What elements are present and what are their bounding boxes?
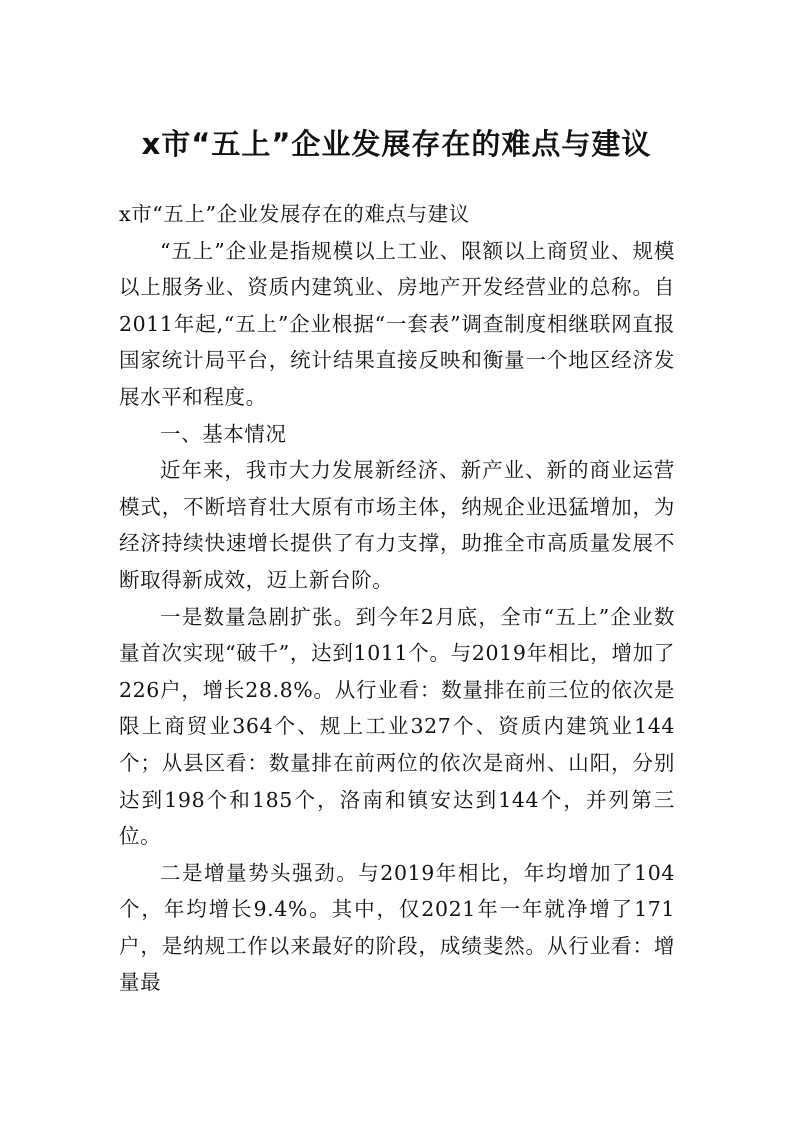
subtitle-paragraph: x市“五上”企业发展存在的难点与建议 xyxy=(119,202,470,226)
document-title: x市“五上”企业发展存在的难点与建议 xyxy=(141,127,652,161)
quantity-paragraph: 一是数量急剧扩张。到今年2月底，全市“五上”企业数量首次实现“破千”，达到1011个。与2019年相比，增加了226户，增长28.8%。从行业看：数量排在前三位的依次是限上商贸业364个、规上工业327个、资质内建筑业144个；从县区看：数量排在前两位的依次是商州、山阳，分别达到198个和185个，洛南和镇安达到144个，并列第三位。 xyxy=(119,604,675,849)
section-heading-basic-situation: 一、基本情况 xyxy=(160,421,287,446)
overview-paragraph: 近年来，我市大力发展新经济、新产业、新的商业运营模式，不断培育壮大原有市场主体，纳规企业迅猛增加，为经济持续快速增长提供了有力支撑，助推全市高质量发展不断取得新成效，迈上新台阶。 xyxy=(119,458,675,592)
growth-paragraph: 二是增量势头强劲。与2019年相比，年均增加了104个，年均增长9.4%。其中，仅2021年一年就净增了171户，是纳规工作以来最好的阶段，成绩斐然。从行业看：增量最 xyxy=(119,860,675,995)
document-body xyxy=(119,196,675,1001)
definition-paragraph: “五上”企业是指规模以上工业、限额以上商贸业、规模以上服务业、资质内建筑业、房地产开发经营业的总称。自2011年起,“五上”企业根据“一套表”调查制度相继联网直报国家统计局平台，统计结果直接反映和衡量一个地区经济发展水平和程度。 xyxy=(119,238,675,409)
